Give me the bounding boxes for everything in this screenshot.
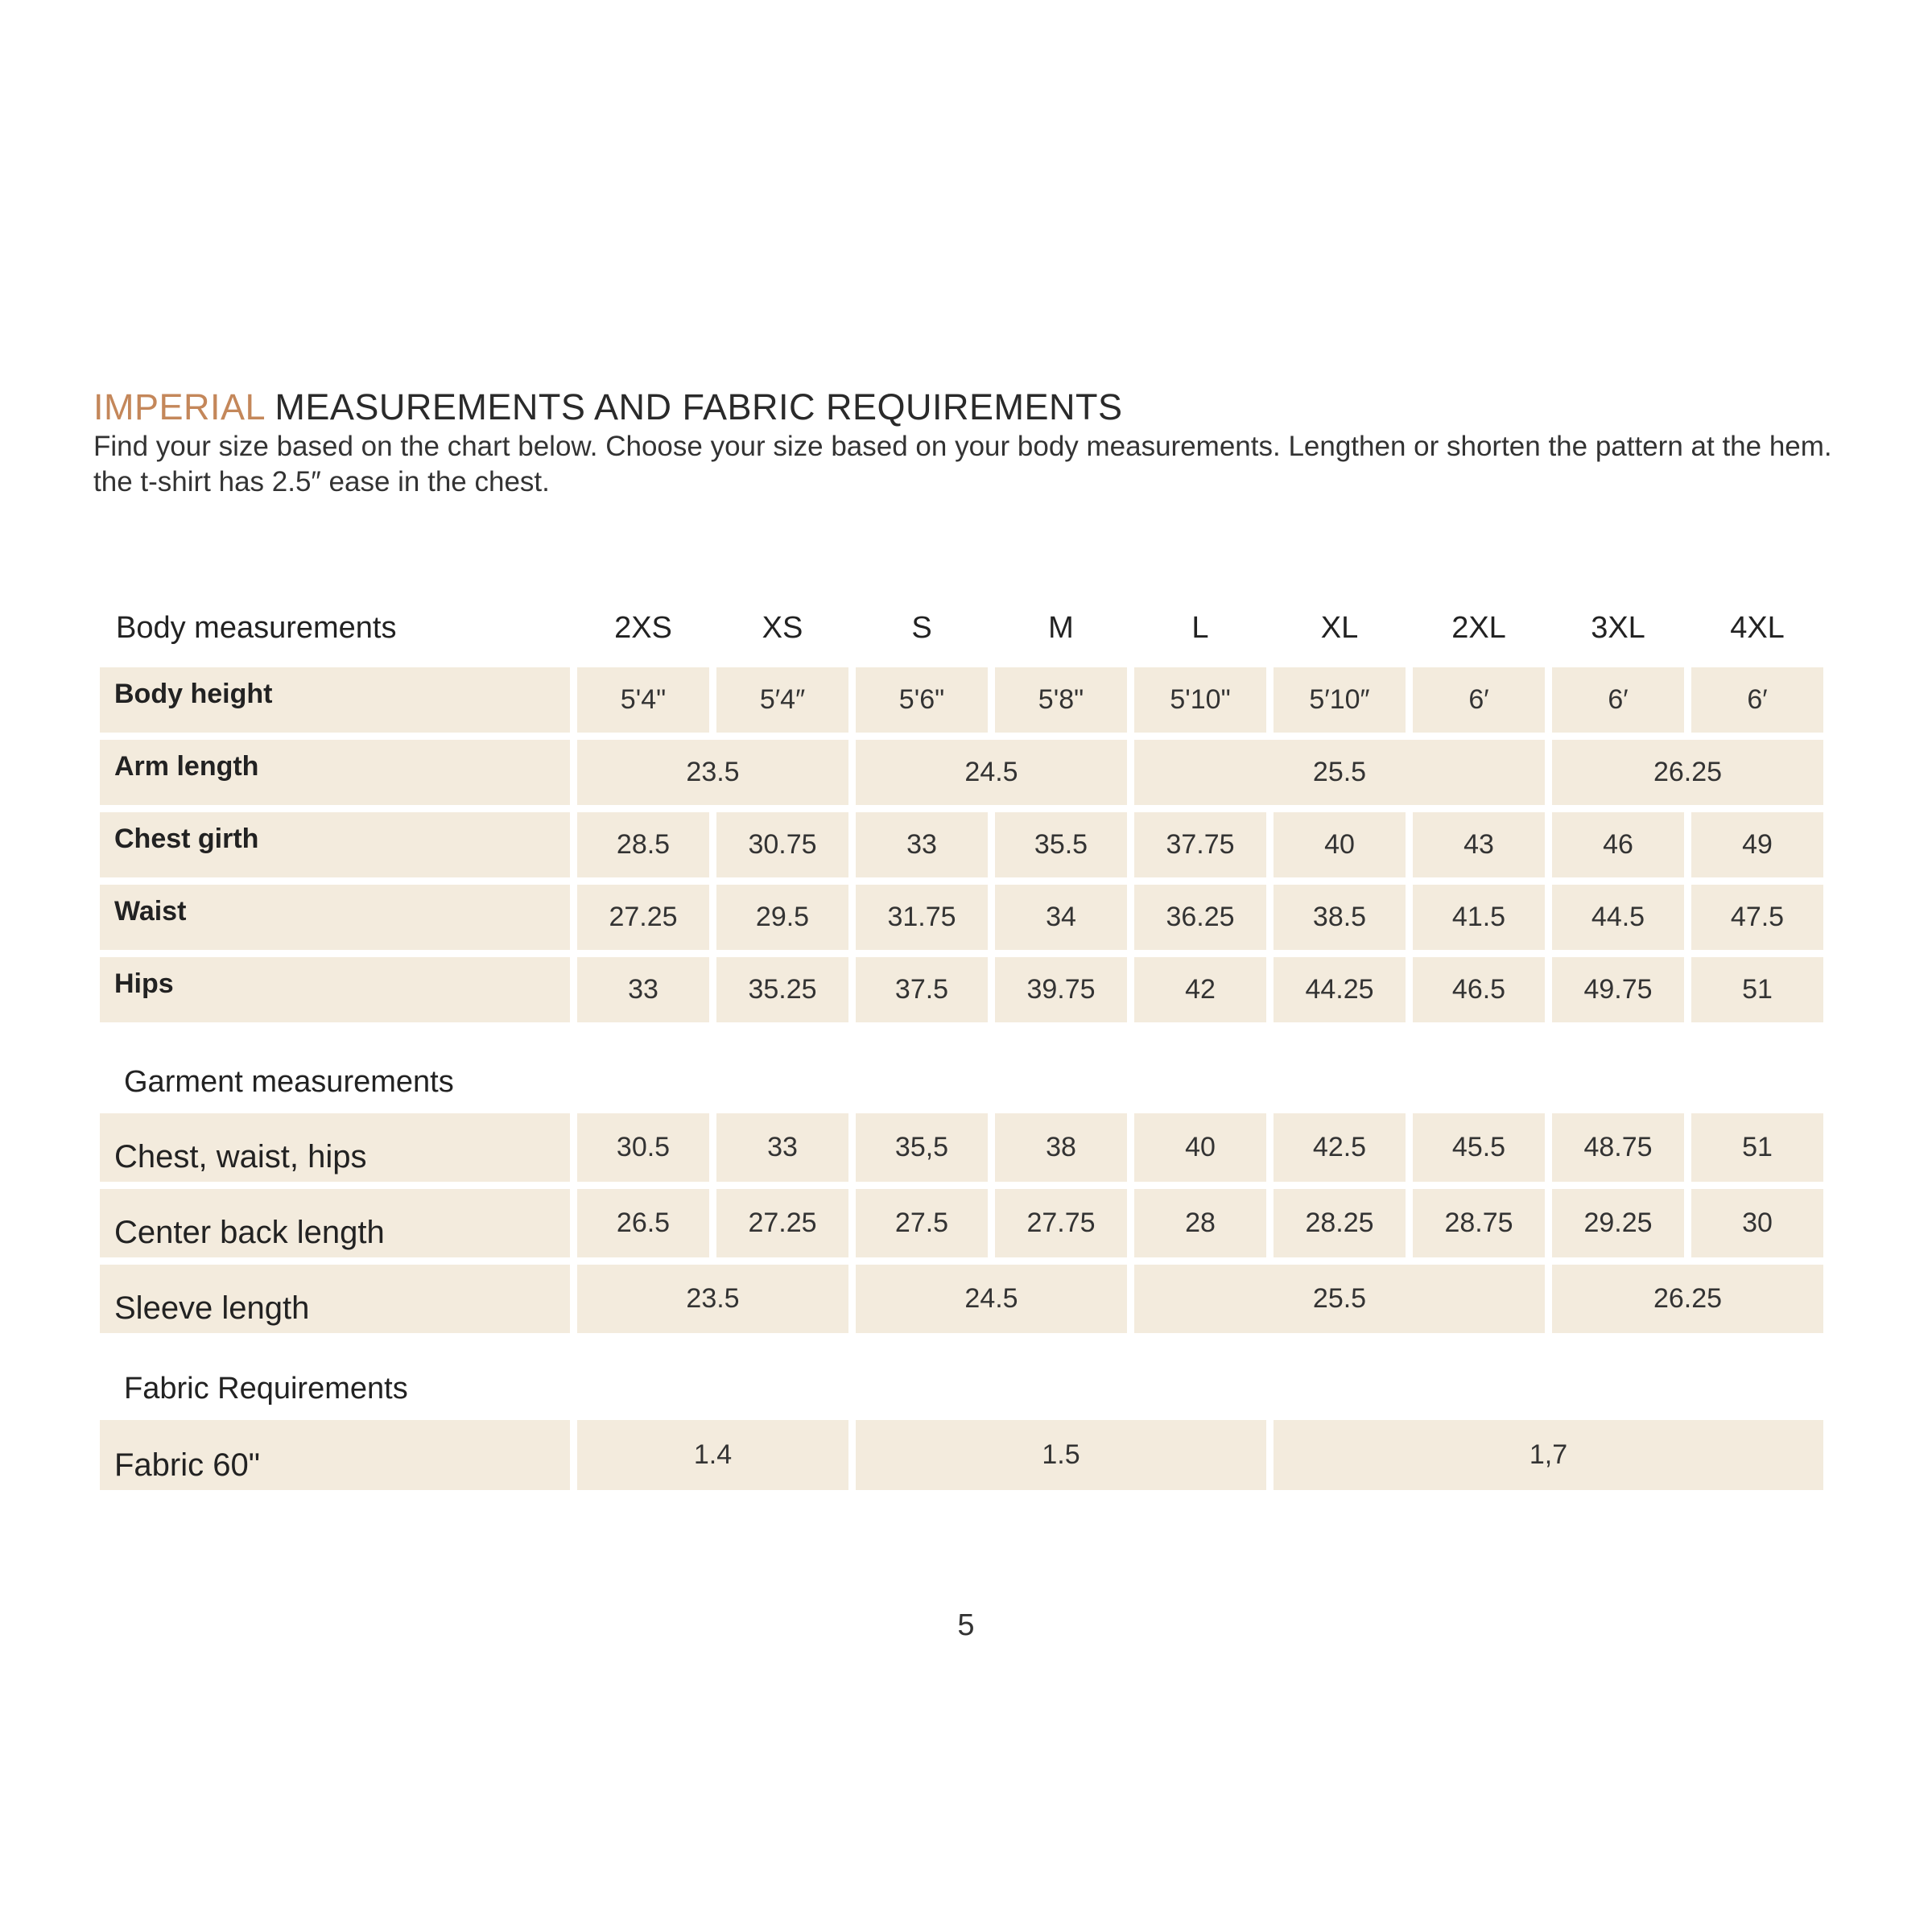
value-cell: 27.25 [577, 885, 709, 950]
garment-section-heading: Garment measurements [124, 1065, 454, 1099]
value-cell: 5'10" [1134, 667, 1266, 733]
value-cell: 45.5 [1413, 1113, 1545, 1182]
value-cell: 37.5 [856, 957, 988, 1022]
value-cell: 25.5 [1134, 740, 1545, 805]
value-cell: 26.25 [1552, 740, 1823, 805]
value-cell: 26.25 [1552, 1265, 1823, 1333]
value-cell: 48.75 [1552, 1113, 1684, 1182]
value-cell: 41.5 [1413, 885, 1545, 950]
intro-text: Find your size based on the chart below. Choose your size based on your body measurements. Lengthen or shorten the pattern at the hem. the t-shirt has 2.5″ ease in the chest. [93, 431, 1832, 497]
value-cell: 27.25 [716, 1189, 848, 1257]
row-label: Chest girth [100, 812, 570, 877]
value-cell: 44.25 [1274, 957, 1406, 1022]
row-label: Waist [100, 885, 570, 950]
size-header-s: S [911, 610, 932, 645]
value-cell: 1,7 [1274, 1420, 1823, 1490]
value-cell: 1.5 [856, 1420, 1266, 1490]
value-cell: 28.75 [1413, 1189, 1545, 1257]
value-cell: 40 [1274, 812, 1406, 877]
title-accent: IMPERIAL [93, 386, 265, 427]
value-cell: 1.4 [577, 1420, 848, 1490]
title-rest: MEASUREMENTS AND FABRIC REQUIREMENTS [264, 386, 1123, 427]
fabric-section-heading: Fabric Requirements [124, 1372, 408, 1406]
value-cell: 40 [1134, 1113, 1266, 1182]
size-header-m: M [1048, 610, 1074, 645]
page-title [93, 386, 1123, 428]
value-cell: 35.25 [716, 957, 848, 1022]
size-header-xs: XS [762, 610, 803, 645]
size-header-2xl: 2XL [1451, 610, 1506, 645]
size-header-4xl: 4XL [1730, 610, 1785, 645]
value-cell: 5'8" [995, 667, 1127, 733]
value-cell: 28 [1134, 1189, 1266, 1257]
value-cell: 49.75 [1552, 957, 1684, 1022]
value-cell: 6′ [1691, 667, 1823, 733]
value-cell: 23.5 [577, 1265, 848, 1333]
value-cell: 27.75 [995, 1189, 1127, 1257]
value-cell: 24.5 [856, 1265, 1127, 1333]
value-cell: 35.5 [995, 812, 1127, 877]
value-cell: 49 [1691, 812, 1823, 877]
value-cell: 30 [1691, 1189, 1823, 1257]
value-cell: 43 [1413, 812, 1545, 877]
value-cell: 38.5 [1274, 885, 1406, 950]
value-cell: 42 [1134, 957, 1266, 1022]
value-cell: 30.5 [577, 1113, 709, 1182]
value-cell: 24.5 [856, 740, 1127, 805]
value-cell: 34 [995, 885, 1127, 950]
size-header-l: L [1191, 610, 1209, 645]
value-cell: 29.25 [1552, 1189, 1684, 1257]
page-number: 5 [957, 1608, 975, 1642]
value-cell: 47.5 [1691, 885, 1823, 950]
value-cell: 33 [577, 957, 709, 1022]
row-label: Center back length [100, 1189, 570, 1257]
value-cell: 25.5 [1134, 1265, 1545, 1333]
row-label: Fabric 60" [100, 1420, 570, 1490]
value-cell: 31.75 [856, 885, 988, 950]
value-cell: 5'6" [856, 667, 988, 733]
value-cell: 44.5 [1552, 885, 1684, 950]
value-cell: 6′ [1413, 667, 1545, 733]
row-label: Hips [100, 957, 570, 1022]
value-cell: 37.75 [1134, 812, 1266, 877]
value-cell: 51 [1691, 957, 1823, 1022]
value-cell: 6′ [1552, 667, 1684, 733]
row-label: Body height [100, 667, 570, 733]
size-header-2xs: 2XS [614, 610, 672, 645]
row-label: Sleeve length [100, 1265, 570, 1333]
value-cell: 23.5 [577, 740, 848, 805]
value-cell: 36.25 [1134, 885, 1266, 950]
value-cell: 35,5 [856, 1113, 988, 1182]
value-cell: 26.5 [577, 1189, 709, 1257]
value-cell: 5'4" [577, 667, 709, 733]
value-cell: 28.5 [577, 812, 709, 877]
value-cell: 46.5 [1413, 957, 1545, 1022]
value-cell: 27.5 [856, 1189, 988, 1257]
value-cell: 28.25 [1274, 1189, 1406, 1257]
size-header-3xl: 3XL [1591, 610, 1645, 645]
value-cell: 38 [995, 1113, 1127, 1182]
row-label: Chest, waist, hips [100, 1113, 570, 1182]
value-cell: 29.5 [716, 885, 848, 950]
value-cell: 51 [1691, 1113, 1823, 1182]
size-header-xl: XL [1320, 610, 1359, 645]
value-cell: 33 [856, 812, 988, 877]
value-cell: 30.75 [716, 812, 848, 877]
value-cell: 33 [716, 1113, 848, 1182]
header-label: Body measurements [116, 610, 397, 645]
value-cell: 39.75 [995, 957, 1127, 1022]
value-cell: 5′4″ [716, 667, 848, 733]
value-cell: 46 [1552, 812, 1684, 877]
size-chart-table [100, 596, 1823, 1490]
row-label: Arm length [100, 740, 570, 805]
value-cell: 5′10″ [1274, 667, 1406, 733]
value-cell: 42.5 [1274, 1113, 1406, 1182]
